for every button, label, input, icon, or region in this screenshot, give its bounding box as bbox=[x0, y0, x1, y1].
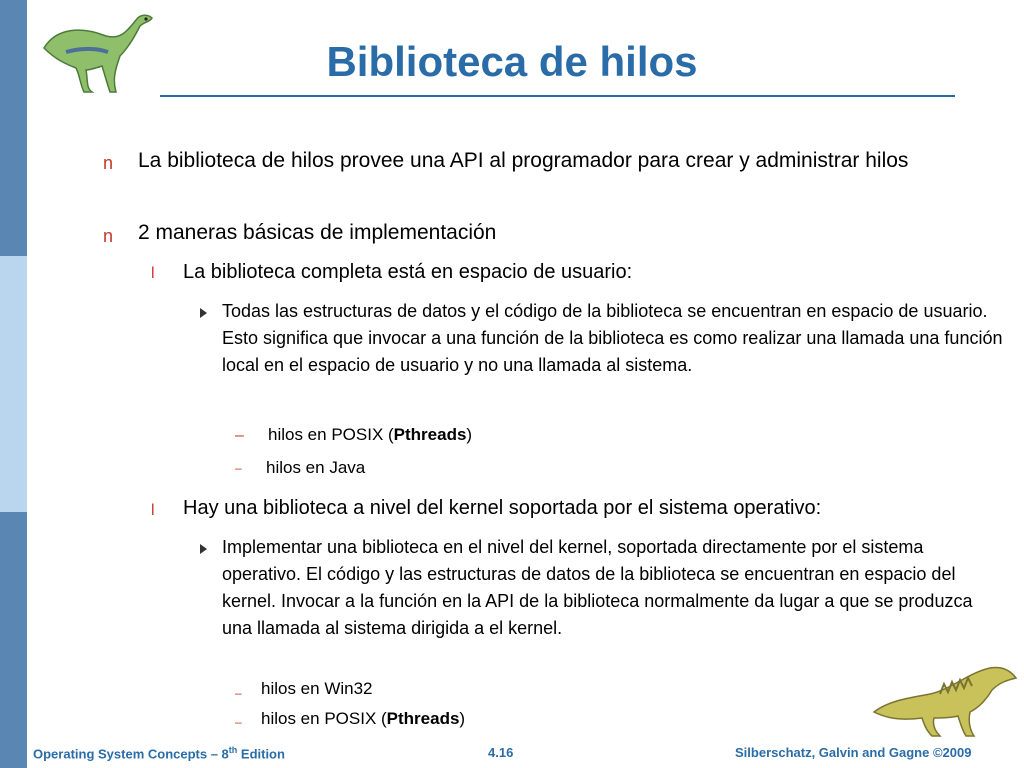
footer-title-main: Operating System Concepts – 8 bbox=[33, 746, 229, 762]
sidebar-block-middle bbox=[0, 256, 27, 512]
example-java: hilos en Java bbox=[266, 458, 366, 477]
example-bold: Pthreads bbox=[393, 425, 467, 444]
page-number: 4.16 bbox=[488, 745, 514, 760]
example-prefix: hilos en POSIX ( bbox=[261, 709, 387, 728]
detail-user-space: Todas las estructuras de datos y el código de la biblioteca se encuentran en espacio de usuario. Esto significa que invocar a una función de la biblioteca es como realizar una llamada una función local en el espacio de usuario y no una llamada al sistema. bbox=[222, 301, 1003, 375]
sub-bullet-marker: l bbox=[151, 502, 155, 519]
example-posix-pthreads-kernel bbox=[261, 707, 761, 731]
footer-authors: Silberschatz, Galvin and Gagne ©2009 bbox=[735, 745, 972, 760]
footer-title-sup: th bbox=[228, 745, 238, 755]
triangle-bullet-icon bbox=[200, 543, 207, 557]
footer-title-tail: Edition bbox=[237, 746, 285, 762]
triangle-bullet-icon bbox=[200, 307, 207, 321]
example-win32: hilos en Win32 bbox=[261, 679, 373, 698]
example-suffix: ) bbox=[466, 425, 473, 444]
dash-bullet: – bbox=[235, 461, 242, 475]
dash-bullet: – bbox=[235, 686, 242, 700]
example-bold: Pthreads bbox=[386, 709, 460, 728]
bullet-marker: n bbox=[103, 153, 114, 173]
bullet-marker: n bbox=[103, 226, 114, 246]
example-prefix: hilos en POSIX ( bbox=[268, 425, 394, 444]
detail-kernel: Implementar una biblioteca en el nivel del kernel, soportada directamente por el sistema operativo. El código y las estructuras de datos de la biblioteca se encuentran en espacio del kernel. Invocar a la función en la API de la biblioteca normalmente da lugar a que se produzca una llamada al sistema dirigida a el kernel. bbox=[222, 537, 973, 638]
footer-book-title bbox=[33, 745, 285, 761]
dinosaur-bottom-icon bbox=[870, 660, 1020, 745]
sidebar-block-bottom bbox=[0, 512, 27, 768]
example-suffix: ) bbox=[459, 709, 466, 728]
page-title: Biblioteca de hilos bbox=[326, 38, 698, 85]
sub-bullet-kernel: Hay una biblioteca a nivel del kernel soportada por el sistema operativo: bbox=[183, 497, 822, 519]
bullet-text-1: La biblioteca de hilos provee una API al programador para crear y administrar hilos bbox=[138, 149, 909, 172]
sidebar-band bbox=[0, 0, 27, 768]
bullet-text-2: 2 maneras básicas de implementación bbox=[138, 221, 497, 244]
sub-bullet-marker: l bbox=[151, 265, 155, 282]
dash-bullet: – bbox=[235, 715, 242, 729]
title-divider bbox=[160, 95, 955, 97]
example-posix-pthreads bbox=[268, 423, 768, 447]
sub-bullet-user-space: La biblioteca completa está en espacio de usuario: bbox=[183, 261, 633, 283]
dash-bullet: – bbox=[235, 427, 244, 444]
